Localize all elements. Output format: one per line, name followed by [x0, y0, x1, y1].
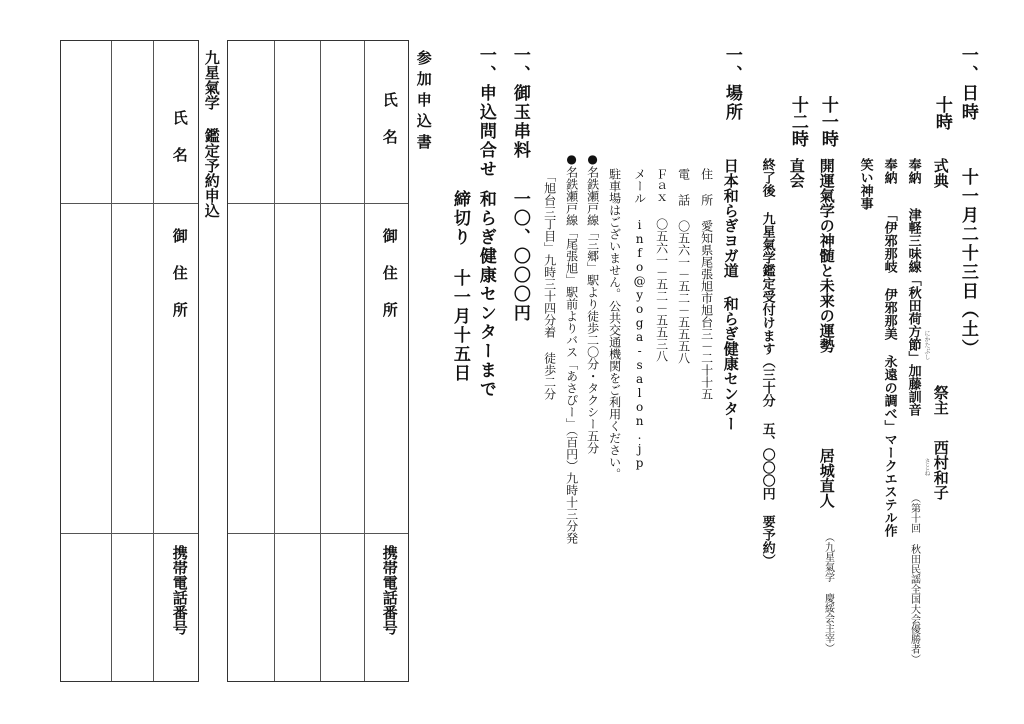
appraisal-name-label: 氏 名: [170, 110, 189, 164]
participation-address-label: 御 住 所: [380, 228, 399, 319]
date-heading: 一、日時: [957, 46, 978, 122]
place-heading: 一、場所: [721, 46, 742, 122]
fee-amount: 一〇、〇〇〇円: [509, 190, 530, 323]
offering2-label: 奉納: [881, 158, 897, 184]
offering1-text: 津軽三味線「秋田荷方節」加藤訓音: [905, 208, 921, 416]
ruby-satone: さとね: [923, 458, 930, 476]
after-note: 終了後 九星氣学鑑定受付けます（三十分 五、〇〇〇円 要予約）: [759, 158, 775, 567]
contact-heading: 一、申込問合せ: [475, 46, 496, 179]
access-2: ●名鉄瀬戸線「尾張旭」駅前よりバス「あさぴー」（百円）九時十三分発: [564, 152, 579, 544]
contact-text: 和らぎ健康センターまで: [475, 190, 496, 399]
lecture-title: 開運氣学の神髄と未来の運勢: [817, 158, 836, 353]
participation-phone-label: 携帯電話番号: [380, 545, 399, 635]
offering1-note: （第十回 秋田民謡全国大会優勝者）: [908, 493, 920, 664]
time-11: 十一時: [817, 96, 838, 147]
event-date: 十一月二十三日（土）: [957, 168, 978, 358]
lecturer-name: 居城直人: [817, 448, 836, 508]
ruby-nikatabushi: にかたぶし: [923, 330, 930, 360]
fee-heading: 一、御玉串料: [509, 46, 530, 160]
mail: メール info@yoga-salon.jp: [632, 168, 647, 470]
appraisal-title: 九星氣学 鑑定予約申込: [202, 50, 221, 218]
access-1: ●名鉄瀬戸線「三郷」駅より徒歩二〇分・タクシー五分: [585, 152, 600, 454]
appraisal-phone-label: 携帯電話番号: [170, 545, 189, 635]
deadline: 締切り 十一月十五日: [449, 190, 470, 383]
chief-name: 西村和子: [931, 440, 950, 500]
parking-note: 駐車場はございません。公共交通機関をご利用ください。: [607, 168, 622, 480]
offering1-label: 奉納: [905, 158, 921, 184]
tel: 電 話 〇五六一－五二－五五五八: [676, 168, 691, 364]
laugh-ritual: 笑い神事: [857, 158, 873, 210]
time-10: 十時: [931, 96, 952, 130]
chief-label: 祭主: [931, 385, 950, 415]
lecturer-note: （九星氣学 慶綏会主宰）: [822, 532, 834, 653]
ceremony: 式典: [931, 158, 950, 188]
participation-title: 参加申込書: [414, 50, 433, 155]
party: 直会: [787, 158, 806, 188]
appraisal-address-label: 御 住 所: [170, 228, 189, 319]
fax: Ｆａｘ 〇五六一－五二－五五三八: [654, 168, 669, 362]
time-12: 十二時: [787, 96, 808, 147]
offering2-text: 「伊邪那岐 伊邪那美 永遠の調べ」マークエステル作: [881, 208, 897, 537]
participation-name-label: 氏 名: [380, 92, 399, 146]
venue: 日本和らぎヨガ道 和らぎ健康センター: [721, 158, 740, 431]
access-3: 「旭台三丁目」九時三十四分着 徒歩二分: [542, 170, 557, 400]
address: 住 所 愛知県尾張旭市旭台三－二十十五: [699, 168, 714, 400]
